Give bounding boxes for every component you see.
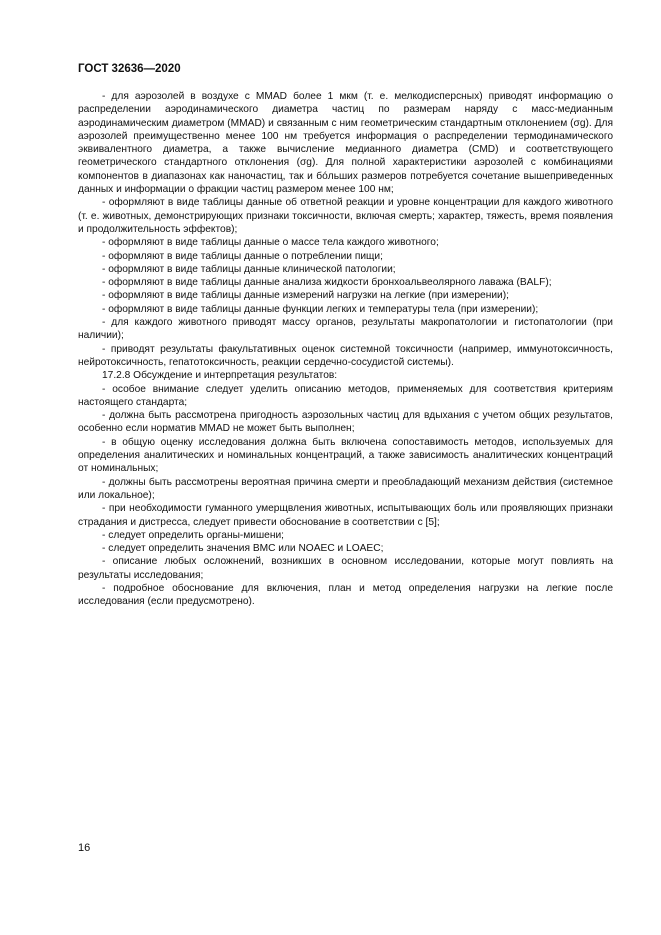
paragraph-cause-of-death: - должны быть рассмотрены вероятная причина смерти и преобладающий механизм действия (системное или локальное); <box>78 476 613 501</box>
paragraph-balf: - оформляют в виде таблицы данные анализа жидкости бронхоальвеолярного лаважа (BALF); <box>102 277 552 289</box>
paragraph-body-mass: - оформляют в виде таблицы данные о массе тела каждого животного; <box>102 237 439 249</box>
paragraph-food-consumption: - оформляют в виде таблицы данные о потреблении пищи; <box>102 250 383 262</box>
paragraph-clinical-pathology: - оформляют в виде таблицы данные клинической патологии; <box>102 263 396 275</box>
paragraph-systemic-toxicity: - приводят результаты факультативных оценок системной токсичности (например, иммунотоксичность, нейротоксичность, гепатотоксичность, реакции сердечно-сосудистой системы). <box>78 343 613 368</box>
paragraph-response-table: - оформляют в виде таблицы данные об ответной реакции и уровне концентрации для каждого животного (т. е. животных, демонстрирующих признаки токсичности, включая смерть; характер, тяжесть, время появления и продолжительность эффектов); <box>78 197 613 235</box>
body-text <box>78 90 613 609</box>
page-number: 16 <box>78 842 91 854</box>
paragraph-aerosol-size: - для аэрозолей в воздухе с MMAD более 1 мкм (т. е. мелкодисперсных) приводят информацию о распределении аэродинамического диаметра частиц по размерам наряду с масс-медианным аэродинамическим диаметром (MMAD) и связанным с ним геометрическим стандартным отклонением (σg). Для аэрозолей преимущественно менее 100 нм требуется информация о распределении термодинамического эквивалентного диаметра, а также вычисление медианного диаметра (CMD) и соответствующего геометрического стандартного отклонения (σg). Для полной характеристики аэрозолей с комбинациями компонентов в диапазонах как наночастиц, так и бóльших размеров потребуется сочетание вышеприведенных данных и информации о фракции частиц размером менее 100 нм; <box>78 91 613 196</box>
paragraph-humane-euthanasia: - при необходимости гуманного умерщвления животных, испытывающих боль или проявляющих признаки страдания и дистресса, следует привести обоснование в соответствии с [5]; <box>78 503 613 528</box>
paragraph-lung-burden: - оформляют в виде таблицы данные измерений нагрузки на легкие (при измерении); <box>102 290 509 302</box>
paragraph-lung-function: - оформляют в виде таблицы данные функции легких и температуры тела (при измерении); <box>102 303 539 315</box>
paragraph-respirability: - должна быть рассмотрена пригодность аэрозольных частиц для вдыхания с учетом общих результатов, особенно если норматив MMAD не может быть выполнен; <box>78 410 613 435</box>
paragraph-organ-mass: - для каждого животного приводят массу органов, результаты макропатологии и гистопатологии (при наличии); <box>78 317 613 342</box>
paragraph-bmc-noaec: - следует определить значения BMC или NOAEC и LOAEC; <box>102 543 384 555</box>
paragraph-lung-burden-plan: - подробное обоснование для включения, план и метод определения нагрузки на легкие после исследования (если предусмотрено). <box>78 582 613 608</box>
paragraph-complications: - описание любых осложнений, возникших в основном исследовании, которые могут повлиять на результаты исследования; <box>78 556 613 581</box>
paragraph-target-organs: - следует определить органы-мишени; <box>102 529 284 541</box>
section-heading-17-2-8: 17.2.8 Обсуждение и интерпретация результатов: <box>102 370 338 382</box>
paragraph-concentrations: - в общую оценку исследования должна быть включена сопоставимость методов, используемых для определения аналитических и номинальных концентраций, а также зависимость аналитических концентраций от номинальных; <box>78 436 613 475</box>
document-header: ГОСТ 32636—2020 <box>78 63 181 75</box>
paragraph-methods: - особое внимание следует уделить описанию методов, применяемых для соответствия критериям настоящего стандарта; <box>78 383 613 408</box>
